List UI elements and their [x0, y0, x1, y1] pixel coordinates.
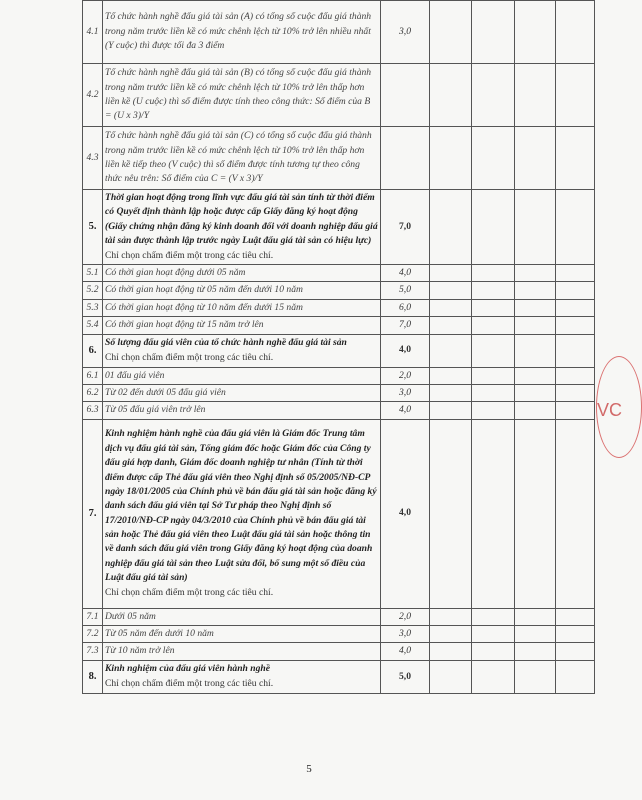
max-score-cell: 4,0	[381, 402, 430, 419]
criteria-description	[103, 264, 381, 281]
empty-score-cell	[515, 660, 556, 693]
criteria-index: 4.3	[83, 127, 103, 190]
empty-score-cell	[472, 282, 515, 299]
criteria-row	[83, 64, 595, 127]
criteria-table-container	[82, 0, 594, 694]
empty-score-cell	[472, 660, 515, 693]
criteria-index: 7.1	[83, 608, 103, 625]
max-score-cell: 4,0	[381, 264, 430, 281]
empty-score-cell	[515, 127, 556, 190]
criteria-index: 5.3	[83, 299, 103, 316]
empty-score-cell	[472, 1, 515, 64]
max-score-cell: 7,0	[381, 317, 430, 334]
empty-score-cell	[556, 402, 595, 419]
max-score-cell	[381, 64, 430, 127]
criteria-text: Tổ chức hành nghề đấu giá tài sản (C) có tổng số cuộc đấu giá thành trong năm trước liền kề có mức chênh lệch từ 10% trở lên thấp hơn liền kề tiếp theo (V cuộc) thì số điểm được tính tương tự theo công thức nêu trên: Số điểm của C = (V x 3)/Y	[105, 130, 372, 185]
criteria-description	[103, 64, 381, 127]
criteria-text: Kinh nghiệm của đấu giá viên hành nghề	[105, 663, 271, 675]
criteria-description	[103, 299, 381, 316]
empty-score-cell	[430, 1, 472, 64]
criteria-description	[103, 367, 381, 384]
criteria-text: Kinh nghiệm hành nghề của đấu giá viên là Giám đốc Trung tâm dịch vụ đấu giá tài sản, Tổng giám đốc hoặc Giám đốc của Công ty đấu giá hợp danh, Giám đốc doanh nghiệp tư nhân (Tính từ thời điểm được cấp Thẻ đấu giá viên theo Nghị định số 05/2005/NĐ-CP ngày 18/01/2005 của Chính phủ về bán đấu giá tài sản hoặc đăng ký danh sách đấu giá viên tại Sở Tư pháp theo Nghị định số 17/2010/NĐ-CP ngày 04/3/2010 của Chính phủ về bán đấu giá tài sản hoặc Thẻ đấu giá viên theo Luật đấu giá tài sản hoặc thông tin về danh sách đấu giá viên trong Giấy đăng ký hoạt động của doanh nghiệp đấu giá tài sản theo Luật sửa đổi, bổ sung một số điều của Luật đấu giá tài sản)	[105, 428, 377, 584]
empty-score-cell	[515, 190, 556, 265]
criteria-index: 6.3	[83, 402, 103, 419]
empty-score-cell	[556, 626, 595, 643]
empty-score-cell	[430, 190, 472, 265]
empty-score-cell	[515, 643, 556, 660]
criteria-index: 8.	[83, 660, 103, 693]
criteria-text: Dưới 05 năm	[105, 610, 156, 622]
empty-score-cell	[430, 64, 472, 127]
criteria-text: Thời gian hoạt động trong lĩnh vực đấu giá tài sản tính từ thời điểm có Quyết định thành lập hoặc được cấp Giấy đăng ký hoạt động (Giấy chứng nhận đăng ký kinh doanh đối với doanh nghiệp đấu giá tài sản được thành lập trước ngày Luật đấu giá tài sản có hiệu lực)	[105, 192, 378, 247]
criteria-description	[103, 402, 381, 419]
criteria-index: 5.	[83, 190, 103, 265]
empty-score-cell	[430, 419, 472, 608]
criteria-note: Chỉ chọn chấm điểm một trong các tiêu chí.	[105, 677, 274, 689]
empty-score-cell	[515, 64, 556, 127]
max-score-cell: 6,0	[381, 299, 430, 316]
empty-score-cell	[472, 608, 515, 625]
empty-score-cell	[515, 264, 556, 281]
criteria-row	[83, 419, 595, 608]
criteria-description	[103, 1, 381, 64]
empty-score-cell	[556, 384, 595, 401]
criteria-description	[103, 282, 381, 299]
empty-score-cell	[472, 643, 515, 660]
empty-score-cell	[515, 626, 556, 643]
empty-score-cell	[515, 367, 556, 384]
criteria-row	[83, 367, 595, 384]
criteria-text: Từ 10 năm trở lên	[105, 645, 175, 657]
criteria-text: 01 đấu giá viên	[105, 369, 165, 381]
empty-score-cell	[472, 419, 515, 608]
max-score-cell: 3,0	[381, 1, 430, 64]
empty-score-cell	[515, 419, 556, 608]
empty-score-cell	[556, 608, 595, 625]
empty-score-cell	[430, 626, 472, 643]
criteria-index: 6.1	[83, 367, 103, 384]
max-score-cell	[381, 127, 430, 190]
empty-score-cell	[515, 402, 556, 419]
criteria-row	[83, 299, 595, 316]
criteria-index: 7.3	[83, 643, 103, 660]
empty-score-cell	[430, 608, 472, 625]
criteria-row	[83, 282, 595, 299]
criteria-description	[103, 127, 381, 190]
criteria-row	[83, 190, 595, 265]
empty-score-cell	[556, 334, 595, 367]
criteria-text: Từ 05 năm đến dưới 10 năm	[105, 628, 214, 640]
criteria-index: 7.	[83, 419, 103, 608]
empty-score-cell	[430, 367, 472, 384]
criteria-text: Có thời gian hoạt động từ 10 năm đến dưới 15 năm	[105, 301, 303, 313]
empty-score-cell	[515, 282, 556, 299]
max-score-cell: 5,0	[381, 282, 430, 299]
criteria-index: 4.2	[83, 64, 103, 127]
empty-score-cell	[472, 626, 515, 643]
criteria-text: Có thời gian hoạt động dưới 05 năm	[105, 266, 246, 278]
criteria-index: 6.	[83, 334, 103, 367]
empty-score-cell	[430, 299, 472, 316]
criteria-description	[103, 384, 381, 401]
criteria-row	[83, 264, 595, 281]
criteria-text: Từ 05 đấu giá viên trở lên	[105, 404, 206, 416]
criteria-row	[83, 608, 595, 625]
criteria-index: 5.1	[83, 264, 103, 281]
empty-score-cell	[556, 282, 595, 299]
empty-score-cell	[556, 643, 595, 660]
empty-score-cell	[515, 608, 556, 625]
criteria-text: Số lượng đấu giá viên của tổ chức hành nghề đấu giá tài sản	[105, 337, 347, 349]
empty-score-cell	[556, 64, 595, 127]
criteria-description	[103, 608, 381, 625]
empty-score-cell	[556, 419, 595, 608]
criteria-row	[83, 1, 595, 64]
empty-score-cell	[515, 299, 556, 316]
empty-score-cell	[515, 334, 556, 367]
criteria-text: Có thời gian hoạt động từ 15 năm trở lên	[105, 319, 264, 331]
empty-score-cell	[472, 299, 515, 316]
criteria-row	[83, 402, 595, 419]
empty-score-cell	[430, 402, 472, 419]
criteria-text: Tổ chức hành nghề đấu giá tài sản (A) có tổng số cuộc đấu giá thành trong năm trước liền kề có mức chênh lệch từ 10% trở lên nhiều nhất (Y cuộc) thì được tối đa 3 điểm	[105, 11, 372, 52]
criteria-row	[83, 334, 595, 367]
max-score-cell: 2,0	[381, 608, 430, 625]
empty-score-cell	[430, 660, 472, 693]
empty-score-cell	[430, 282, 472, 299]
criteria-text: Tổ chức hành nghề đấu giá tài sản (B) có tổng số cuộc đấu giá thành trong năm trước liền kề có mức chênh lệch từ 10% trở lên thấp hơn liền kề (U cuộc) thì số điểm được tính theo công thức: Số điểm của B = (U x 3)/Y	[105, 67, 372, 122]
criteria-note: Chỉ chọn chấm điểm một trong các tiêu chí.	[105, 586, 274, 598]
empty-score-cell	[430, 643, 472, 660]
empty-score-cell	[515, 384, 556, 401]
empty-score-cell	[472, 334, 515, 367]
max-score-cell: 3,0	[381, 626, 430, 643]
criteria-note: Chỉ chọn chấm điểm một trong các tiêu chí.	[105, 249, 274, 261]
criteria-index: 5.2	[83, 282, 103, 299]
empty-score-cell	[472, 127, 515, 190]
criteria-note: Chỉ chọn chấm điểm một trong các tiêu chí.	[105, 351, 274, 363]
max-score-cell: 4,0	[381, 643, 430, 660]
max-score-cell: 3,0	[381, 384, 430, 401]
criteria-description	[103, 317, 381, 334]
criteria-row	[83, 643, 595, 660]
empty-score-cell	[556, 299, 595, 316]
empty-score-cell	[556, 660, 595, 693]
criteria-description	[103, 643, 381, 660]
empty-score-cell	[430, 317, 472, 334]
criteria-rows	[83, 1, 595, 694]
criteria-row	[83, 660, 595, 693]
criteria-text: Từ 02 đến dưới 05 đấu giá viên	[105, 386, 226, 398]
max-score-cell: 2,0	[381, 367, 430, 384]
max-score-cell: 7,0	[381, 190, 430, 265]
criteria-table	[82, 0, 595, 694]
criteria-description	[103, 660, 381, 693]
criteria-description	[103, 334, 381, 367]
criteria-index: 5.4	[83, 317, 103, 334]
max-score-cell: 4,0	[381, 419, 430, 608]
criteria-row	[83, 127, 595, 190]
criteria-row	[83, 384, 595, 401]
criteria-description	[103, 190, 381, 265]
empty-score-cell	[472, 317, 515, 334]
seal-fragment-text: VC	[597, 400, 623, 420]
empty-score-cell	[430, 384, 472, 401]
empty-score-cell	[556, 190, 595, 265]
empty-score-cell	[430, 334, 472, 367]
empty-score-cell	[430, 264, 472, 281]
empty-score-cell	[472, 190, 515, 265]
criteria-text: Có thời gian hoạt động từ 05 năm đến dưới 10 năm	[105, 284, 303, 296]
empty-score-cell	[515, 317, 556, 334]
empty-score-cell	[556, 264, 595, 281]
empty-score-cell	[556, 317, 595, 334]
empty-score-cell	[472, 384, 515, 401]
empty-score-cell	[515, 1, 556, 64]
criteria-index: 4.1	[83, 1, 103, 64]
page-number: 5	[306, 763, 312, 775]
criteria-description	[103, 626, 381, 643]
empty-score-cell	[472, 402, 515, 419]
empty-score-cell	[556, 367, 595, 384]
empty-score-cell	[472, 367, 515, 384]
max-score-cell: 5,0	[381, 660, 430, 693]
empty-score-cell	[430, 127, 472, 190]
empty-score-cell	[556, 1, 595, 64]
empty-score-cell	[556, 127, 595, 190]
criteria-index: 7.2	[83, 626, 103, 643]
criteria-row	[83, 317, 595, 334]
criteria-index: 6.2	[83, 384, 103, 401]
criteria-row	[83, 626, 595, 643]
criteria-description	[103, 419, 381, 608]
empty-score-cell	[472, 64, 515, 127]
max-score-cell: 4,0	[381, 334, 430, 367]
empty-score-cell	[472, 264, 515, 281]
